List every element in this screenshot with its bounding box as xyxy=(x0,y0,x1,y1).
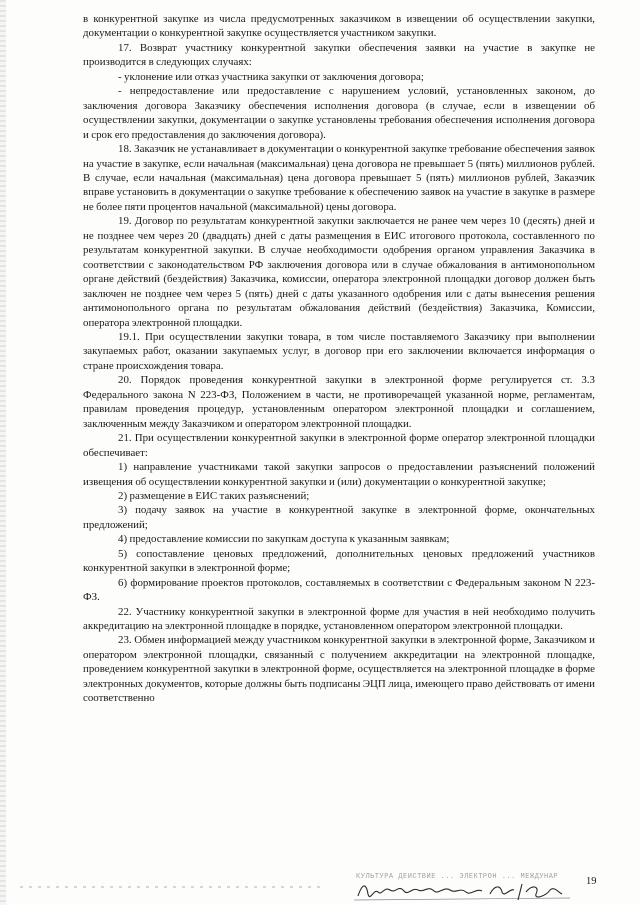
paragraph-22: 22. Участнику конкурентной закупки в электронной форме для участия в ней необходимо получить аккредитацию на электронной площадке в порядке, установленном оператором электронной площадки. xyxy=(83,605,595,633)
handwritten-signature xyxy=(350,878,580,904)
scan-artifact-dots xyxy=(20,886,320,888)
list-item-5: 5) сопоставление ценовых предложений, дополнительных ценовых предложений участников конкурентной закупки в электронной форме; xyxy=(83,547,595,575)
footer-stamp-text: КУЛЬТУРА ДЕЙСТВИЕ ... ЭЛЕКТРОН ... МЕЖДУНАР xyxy=(356,873,559,881)
paragraph-23: 23. Обмен информацией между участником конкурентной закупки в электронной форме, Заказчиком и оператором электронной площадки, связанный с получением аккредитации на электронной площадке, проведением конкурентной закупки в электронной форме, осуществляется на электронной площадке в форме электронных документов, которые должны быть подписаны ЭЦП лица, имеющего право действовать от имени соответственно xyxy=(83,634,595,705)
paragraph-19-1: 19.1. При осуществлении закупки товара, в том числе поставляемого Заказчику при выполнении закупаемых работ, оказании закупаемых услуг, в договор при его заключении включается информация о стране происхождения товара. xyxy=(83,330,595,372)
scan-edge-shadow xyxy=(0,0,6,905)
list-item-non-provision: - непредоставление или предоставление с нарушением условий, установленных законом, до заключения договора Заказчику обеспечения исполнения договора (в случае, если в извещении об осуществлении закупки, документации о закупке установлены требования обеспечения исполнения договора и срок его предоставления до заключения договора). xyxy=(83,85,595,141)
list-item-4: 4) предоставление комиссии по закупкам доступа к указанным заявкам; xyxy=(118,533,450,546)
list-item-3: 3) подачу заявок на участие в конкурентной закупке в электронной форме, окончательных предложений; xyxy=(83,504,595,531)
list-item-6: 6) формирование проектов протоколов, составляемых в соответствии с Федеральным законом N 223-ФЗ. xyxy=(83,576,595,604)
list-item-1: 1) направление участниками такой закупки запросов о предоставлении разъяснений положений извещения об осуществлении конкурентной закупки и (или) документации о конкурентной закупке; xyxy=(83,461,595,488)
paragraph-18: 18. Заказчик не устанавливает в документации о конкурентной закупке требование обеспечения заявок на участие в закупке, если начальная (максимальная) цена договора не превышает 5 (пять) миллионов рублей. В случае, если начальная (максимальная) цена договора превышает 5 (пять) миллионов рублей, Заказчик вправе установить в документации о закупке требование к обеспечению заявок на участие в закупке в размере не более пяти процентов начальной (максимальной) цены договора. xyxy=(83,143,595,213)
document-body xyxy=(83,12,595,706)
paragraph-17: 17. Возврат участнику конкурентной закупки обеспечения заявки на участие в закупке не производится в следующих случаях: xyxy=(83,41,595,69)
paragraph-19: 19. Договор по результатам конкурентной закупки заключается не ранее чем через 10 (десять) дней и не позднее чем через 20 (двадцать) дней с даты размещения в ЕИС итогового протокола, составленного по результатам конкурентной закупки. В случае необходимости одобрения органом управления Заказчика в соответствии с законодательством РФ заключения договора или в случае обжалования в антимонопольном органе действий (бездействия) Заказчика, комиссии, оператора электронной площадки договор должен быть заключен не позднее чем через 5 (пять) дней с даты указанного одобрения или с даты вынесения решения антимонопольного органа по результатам обжалования действий (бездействия) Заказчика, Комиссии, оператора электронной площадки. xyxy=(83,215,595,329)
paragraph-21: 21. При осуществлении конкурентной закупки в электронной форме оператор электронной площадки обеспечивает: xyxy=(83,432,595,459)
paragraph-continued: в конкурентной закупке из числа предусмотренных заказчиком в извещении об осуществлении закупки, документации о конкурентной закупке осуществляется участником закупки. xyxy=(83,13,595,40)
list-item-refusal: - уклонение или отказ участника закупки от заключения договора; xyxy=(118,70,424,83)
list-item-2: 2) размещение в ЕИС таких разъяснений; xyxy=(118,489,310,502)
page-number: 19 xyxy=(586,876,597,887)
paragraph-20: 20. Порядок проведения конкурентной закупки в электронной форме регулируется ст. 3.3 Федерального закона N 223-ФЗ, Положением в части, не противоречащей указанной норме, регламентам, правилам проведения процедур, установленным оператором электронной площадки и соглашением, заключенным между Заказчиком и оператором электронной площадки. xyxy=(83,374,595,430)
